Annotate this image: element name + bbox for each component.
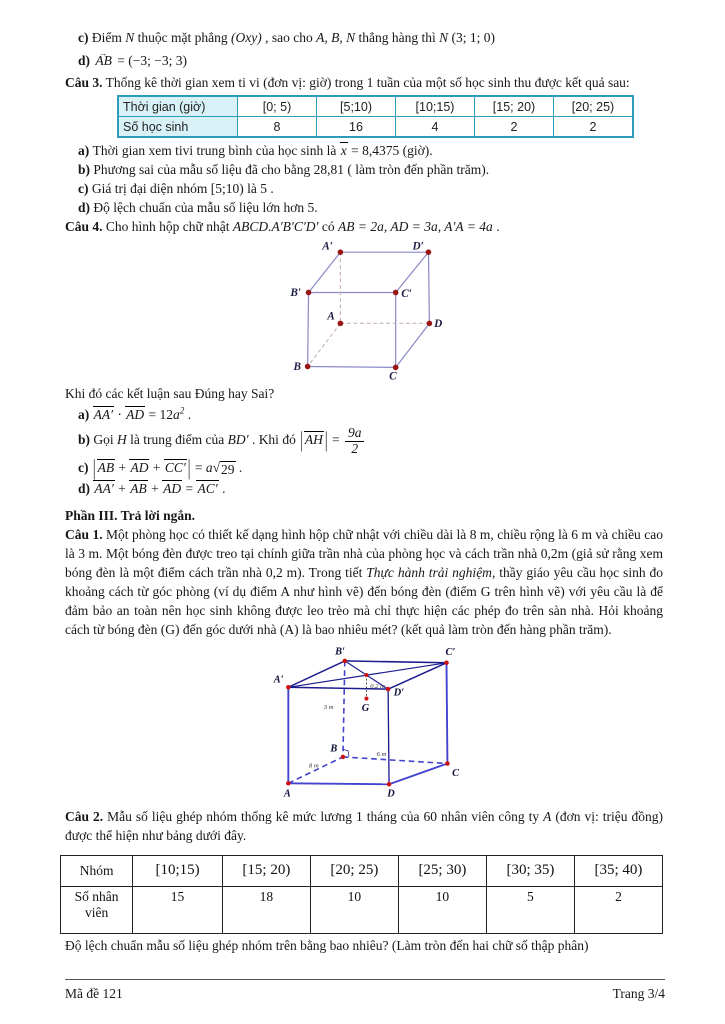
exam-code: Mã đề 121 xyxy=(65,986,123,1001)
vertex-label: C xyxy=(452,767,460,779)
table-cell: 2 xyxy=(574,886,662,933)
table-cell: 10 xyxy=(398,886,486,933)
room-figure xyxy=(261,643,663,805)
dimension-label: 3 m xyxy=(323,703,334,711)
salary-table xyxy=(60,855,663,934)
lamp-point-label: G xyxy=(361,702,370,714)
dimension-label: 0,2 m xyxy=(370,683,385,691)
table-cell: [10;15) xyxy=(133,855,223,886)
question-2-paragraph: Câu 2. Mẫu số liệu ghép nhóm thống kê mức lương 1 tháng của 60 nhân viên công ty A (đơn vị: triệu đồng) được thể hiện như bảng dưới đây. xyxy=(65,808,663,843)
tv-time-table xyxy=(117,95,634,138)
fig2-dimension-labels xyxy=(309,683,387,769)
dimension-label: 8 m xyxy=(308,762,319,770)
table-cell: [20; 25) xyxy=(554,96,634,117)
q3-item-b: b) Phương sai của mẫu số liệu đã cho bằng 28,81 ( làm tròn đến phần trăm). xyxy=(78,162,490,177)
table-header-cell: Nhóm xyxy=(61,855,133,886)
table-cell: 2 xyxy=(475,117,554,138)
fig2-edge-dd xyxy=(388,689,389,784)
question-1-paragraph: Câu 1. Một phòng học có thiết kế dạng hình hộp chữ nhật với chiều dài là 8 m, chiều rộng là 6 m và chiều cao là 3 m. Một bóng đèn được treo tại chính giữa trần nhà của phòng học và cách trần nhà 0,2m (giả sử rằng xem bóng đèn là một điểm cách trần nhà 0,2 m). Trong tiết Thực hành trải nghiệm, thầy giáo yêu cầu học sinh đo khoảng cách từ góc phòng (ví dụ điểm A như hình vẽ) đến bóng đèn (điểm G trên hình vẽ) với yêu cầu là để đảm bảo an toàn nên học sinh không được leo trèo mà chỉ thực hiện các phép đo trên sàn nhà. Hỏi khoảng cách từ bóng đèn (G) đến góc dưới nhà (A) là bao nhiêu mét? (kết quả làm tròn đến hàng phần trăm). xyxy=(65,526,663,637)
part-3-heading: Phần III. Trả lời ngắn. xyxy=(65,507,196,523)
table-cell: [25; 30) xyxy=(398,855,486,886)
vertex-label: D′ xyxy=(412,240,424,253)
table-cell: [20; 25) xyxy=(310,855,398,886)
table-cell: 18 xyxy=(222,886,310,933)
table-cell: [15; 20) xyxy=(222,855,310,886)
q4-item-c: c) | AB + AD + CC′ | = a √ 29 . xyxy=(78,454,243,480)
box-figure-svg xyxy=(287,240,465,382)
fig1-hidden-edges xyxy=(308,252,430,366)
vertex-label: B xyxy=(330,743,338,755)
table-row xyxy=(61,886,663,933)
table-cell: [10;15) xyxy=(396,96,475,117)
table-cell: 8 xyxy=(238,117,317,138)
table-cell: 5 xyxy=(486,886,574,933)
vertex-label: A xyxy=(327,310,335,323)
q4-item-d: d) AA′ + AB + AD = AC′ . xyxy=(78,480,226,496)
vertex-label: A xyxy=(283,788,291,800)
table-cell: [30; 35) xyxy=(486,855,574,886)
vertex-label: B xyxy=(293,361,302,374)
vertex-label: B′ xyxy=(290,287,302,300)
q4-item-a: a) AA′ ⋅ AD = $12a^2$ . xyxy=(78,405,192,423)
table-cell: 4 xyxy=(396,117,475,138)
table-cell: [35; 40) xyxy=(574,855,662,886)
table-cell: 2 xyxy=(554,117,634,138)
table-row xyxy=(118,96,633,117)
q4-item-b: b) Gọi H là trung điểm của BD′ . Khi đó | AH | = $\frac{9a}{2}$ xyxy=(65,426,663,455)
vertex-label: C xyxy=(389,370,397,383)
vertex-label: B′ xyxy=(335,646,346,658)
vertex-label: D′ xyxy=(393,687,405,699)
q2-question-line: Độ lệch chuẩn mẫu số liệu ghép nhóm trên bằng bao nhiêu? (Làm tròn đến hai chữ số thập phân) xyxy=(65,937,589,953)
table-cell: [5;10) xyxy=(317,96,396,117)
statement-d: d) AB → = (−3; −3; 3) xyxy=(65,51,663,70)
dimension-label: 6 m xyxy=(376,750,387,758)
fig1-solid-edges xyxy=(308,252,430,367)
table-cell: 16 xyxy=(317,117,396,138)
q4-question-line: Khi đó các kết luận sau Đúng hay Sai? xyxy=(65,386,275,402)
statement-c: c) Điểm N thuộc mặt phẳng (Oxy) , sao cho A, B, N thẳng hàng thì N (3; 1; 0) xyxy=(78,30,495,45)
table-cell: [0; 5) xyxy=(238,96,317,117)
table-row xyxy=(118,117,633,138)
vertex-label: D xyxy=(387,788,395,800)
table-cell: 10 xyxy=(310,886,398,933)
table-header-cell: Số học sinh xyxy=(118,117,238,138)
table-cell: [15; 20) xyxy=(475,96,554,117)
q3-item-c: c) Giá trị đại diện nhóm [5;10) là 5 . xyxy=(78,181,274,196)
page-footer xyxy=(65,979,665,1002)
table-row xyxy=(61,855,663,886)
box-figure xyxy=(287,240,663,382)
vertex-label: C′ xyxy=(445,647,456,659)
vertex-label: A′ xyxy=(273,674,284,686)
question-4-heading: Câu 4. Cho hình hộp chữ nhật ABCD.A′B′C′D′ có AB = 2a, AD = 3a, A′A = 4a . xyxy=(65,219,500,234)
page-number: Trang 3/4 xyxy=(612,986,665,1001)
table-cell: 15 xyxy=(133,886,223,933)
table-header-cell: Số nhân viên xyxy=(61,886,133,933)
room-figure-svg xyxy=(261,643,487,805)
fig1-vertex-dots xyxy=(305,249,432,370)
table-header-cell: Thời gian (giờ) xyxy=(118,96,238,117)
question-3-heading: Câu 3. Thống kê thời gian xem ti vi (đơn vị: giờ) trong 1 tuần của một số học sinh thu được kết quả sau: xyxy=(65,75,630,90)
vertex-label: A′ xyxy=(322,240,333,253)
q3-item-d: d) Độ lệch chuẩn của mẫu số liệu lớn hơn 5. xyxy=(78,200,318,215)
vertex-label: C′ xyxy=(401,288,412,301)
vertex-label: D xyxy=(434,318,443,331)
q3-item-a: a) Thời gian xem tivi trung bình của học sinh là x = 8,4375 (giờ). xyxy=(78,143,433,158)
